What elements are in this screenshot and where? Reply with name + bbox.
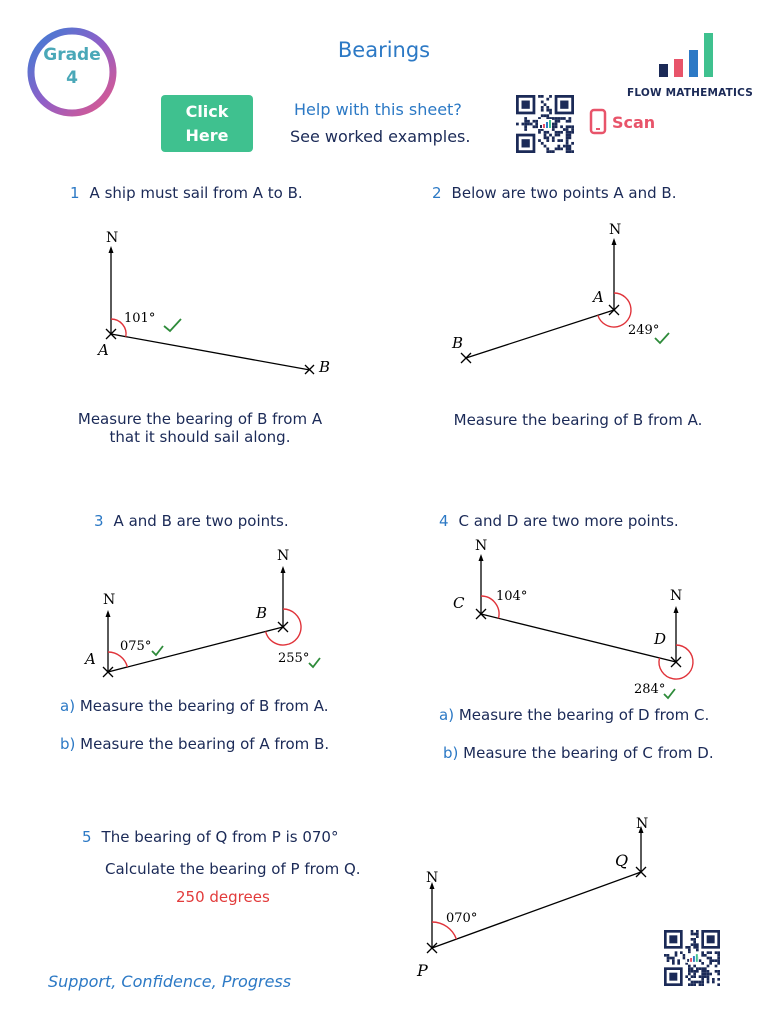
grade-label: Grade 4 — [43, 45, 101, 88]
question-5 — [82, 828, 338, 846]
angle-label: 101° — [124, 311, 156, 326]
phone-icon[interactable] — [588, 108, 608, 136]
north-label-p: N — [426, 870, 439, 886]
angle-a-label: 075° — [120, 639, 152, 654]
point-q-label: Q — [615, 851, 629, 870]
north-label-c: N — [475, 538, 488, 554]
page-title: Bearings — [337, 38, 431, 62]
qr-code-icon[interactable] — [514, 95, 576, 153]
point-b-label: B — [319, 358, 331, 376]
angle-label: 070° — [446, 911, 478, 926]
footer-tagline: Support, Confidence, Progress — [48, 972, 292, 991]
point-a-label: A — [593, 288, 604, 306]
question-5-answer: 250 degrees — [176, 888, 270, 906]
question-2-instruction: Measure the bearing of B from A. — [453, 411, 703, 429]
diagram-q1 — [90, 222, 352, 384]
question-1-instruction: Measure the bearing of B from A that it should sail along. — [77, 410, 323, 446]
north-label-a: N — [103, 592, 116, 608]
flow-logo-icon — [656, 30, 722, 82]
point-b-label: B — [452, 334, 464, 352]
point-p-label: P — [417, 961, 428, 980]
diagram-q4 — [440, 536, 700, 706]
qr-code-icon-footer[interactable] — [662, 930, 722, 986]
question-number: 1 — [70, 184, 80, 202]
point-d-label: D — [654, 630, 667, 648]
angle-label: 249° — [628, 323, 660, 338]
question-number: 2 — [432, 184, 442, 202]
diagram-q2 — [440, 214, 670, 374]
question-prompt: The bearing of Q from P is 070° — [101, 828, 339, 846]
diagram-q5 — [400, 812, 662, 988]
north-label-d: N — [670, 588, 683, 604]
point-a-label: A — [85, 650, 96, 668]
help-subtext: See worked examples. — [290, 127, 471, 146]
point-a-label: A — [98, 341, 109, 359]
question-number: 5 — [82, 828, 92, 846]
brand-name: FLOW MATHEMATICS — [626, 87, 754, 99]
question-number: 3 — [94, 512, 104, 530]
question-prompt: A and B are two points. — [113, 512, 289, 530]
north-label: N — [609, 222, 622, 238]
angle-d-label: 284° — [634, 682, 666, 697]
question-3-part-b: b) Measure the bearing of A from B. — [60, 735, 330, 753]
question-4-part-b: b) Measure the bearing of C from D. — [443, 744, 714, 762]
question-prompt: A ship must sail from A to B. — [89, 184, 303, 202]
question-prompt: C and D are two more points. — [458, 512, 679, 530]
diagram-q3 — [80, 540, 330, 690]
angle-b-label: 255° — [278, 651, 310, 666]
point-b-label: B — [256, 604, 268, 622]
point-c-label: C — [453, 594, 465, 612]
question-4 — [439, 512, 679, 530]
question-prompt: Below are two points A and B. — [451, 184, 677, 202]
north-label-q: N — [636, 816, 649, 832]
scan-label[interactable]: Scan — [612, 113, 656, 132]
question-3-part-a: a) Measure the bearing of B from A. — [60, 697, 329, 715]
question-3 — [94, 512, 289, 530]
north-label: N — [106, 230, 119, 246]
north-label-b: N — [277, 548, 290, 564]
click-here-button[interactable]: Click Here — [161, 95, 253, 152]
question-number: 4 — [439, 512, 449, 530]
help-link[interactable]: Help with this sheet? — [294, 100, 462, 119]
angle-c-label: 104° — [496, 589, 528, 604]
question-4-part-a: a) Measure the bearing of D from C. — [439, 706, 710, 724]
question-1 — [70, 184, 303, 202]
question-2 — [432, 184, 676, 202]
question-5-instruction: Calculate the bearing of P from Q. — [105, 860, 361, 878]
